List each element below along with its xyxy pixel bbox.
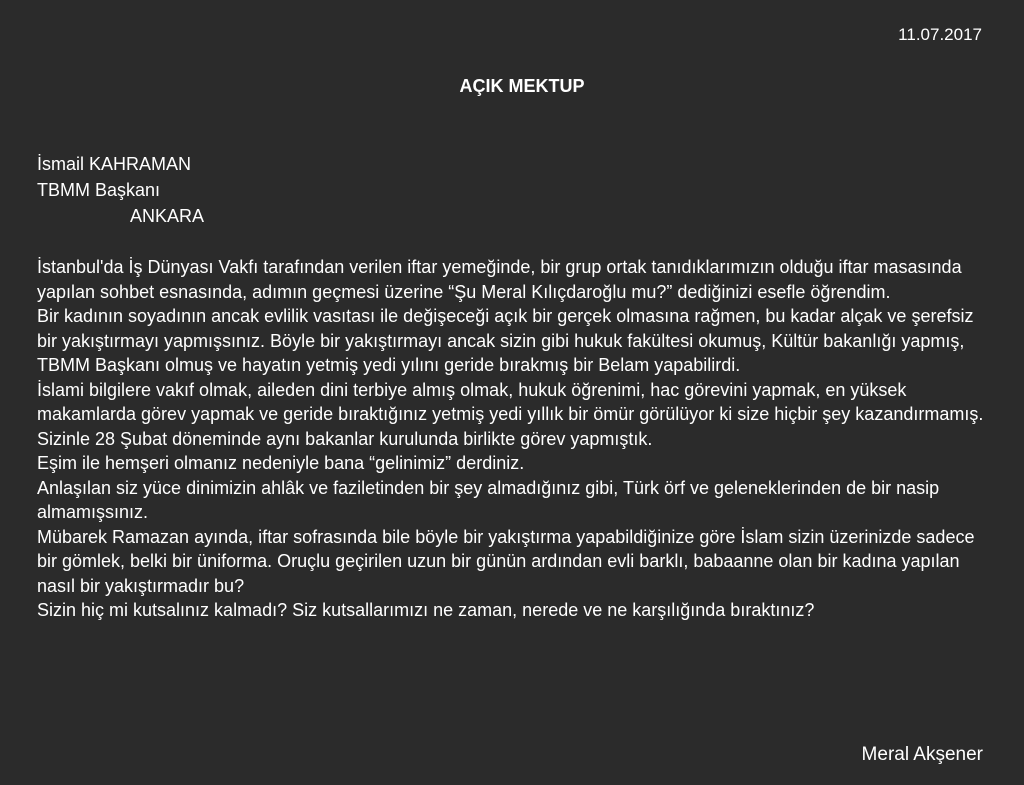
recipient-name: İsmail KAHRAMAN xyxy=(37,154,192,174)
recipient-position: TBMM Başkanı xyxy=(37,180,161,200)
paragraph: Bir kadının soyadının ancak evlilik vasıtası ile değişeceği açık bir gerçek olmasına rağmen, bu kadar alçak ve şerefsiz bir yakıştırmayı yapmışsınız. Böyle bir yakıştırmayı ancak sizin gibi hukuk fakültesi okumuş, Kültür bakanlığı yapmış, TBMM Başkanı olmuş ve hayatın yetmiş yedi yılını geride bırakmış bir Belam yapabilirdi. xyxy=(37,306,974,375)
recipient-city: ANKARA xyxy=(130,206,205,226)
paragraph: Anlaşılan siz yüce dinimizin ahlâk ve faziletinden bir şey almadığınız gibi, Türk örf ve geleneklerinden de bir nasip almamışsınız. xyxy=(37,477,940,522)
paragraph: Eşim ile hemşeri olmanız nedeniyle bana “gelinimiz” derdiniz. xyxy=(37,453,525,473)
letter-body xyxy=(37,255,997,623)
letter-date: 11.07.2017 xyxy=(898,25,982,44)
paragraph: Sizin hiç mi kutsalınız kalmadı? Siz kutsallarımızı ne zaman, nerede ve ne karşılığında bıraktınız? xyxy=(37,600,815,620)
signature: Meral Akşener xyxy=(861,744,983,765)
letter-title: AÇIK MEKTUP xyxy=(459,76,585,96)
recipient-block xyxy=(37,151,204,229)
paragraph: İstanbul'da İş Dünyası Vakfı tarafından verilen iftar yemeğinde, bir grup ortak tanıdıklarımızın olduğu iftar masasında yapılan sohbet esnasında, adımın geçmesi üzerine “Şu Meral Kılıçdaroğlu mu?” dediğinizi esefle öğrendim. xyxy=(37,257,962,302)
paragraph: İslami bilgilere vakıf olmak, aileden dini terbiye almış olmak, hukuk öğrenimi, hac görevini yapmak, en yüksek makamlarda görev yapmak ve geride bıraktığınız yetmiş yedi yıllık bir ömür görülüyor ki size hiçbir şey kazandırmamış. xyxy=(37,379,984,424)
paragraph: Mübarek Ramazan ayında, iftar sofrasında bile böyle bir yakıştırma yapabildiğinize göre İslam sizin üzerinizde sadece bir gömlek, belki bir üniforma. Oruçlu geçirilen uzun bir günün ardından evli barklı, babaanne olan bir kadına yapılan nasıl bir yakıştırmadır bu? xyxy=(37,526,975,596)
paragraph: Sizinle 28 Şubat döneminde aynı bakanlar kurulunda birlikte görev yapmıştık. xyxy=(37,428,653,449)
